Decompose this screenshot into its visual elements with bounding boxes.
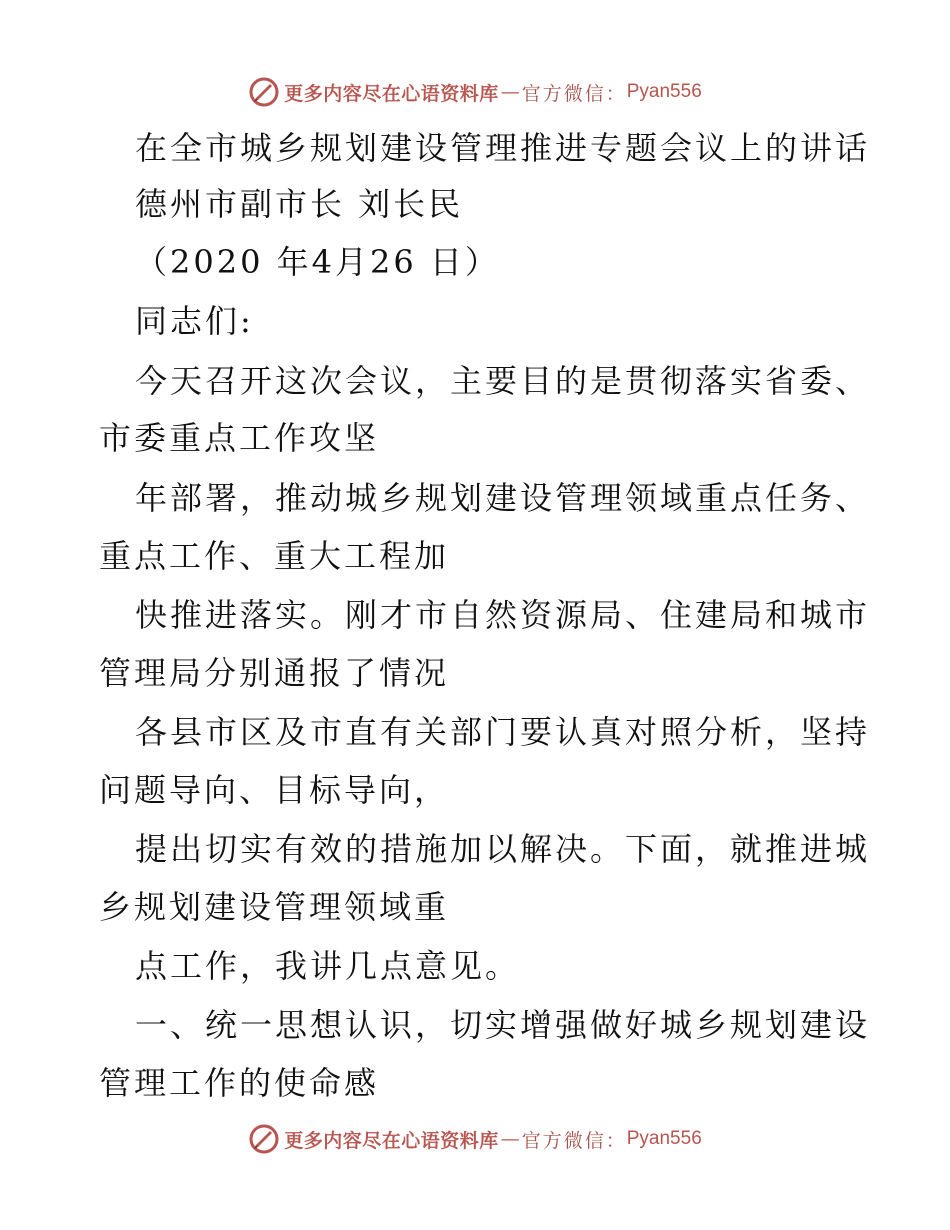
paragraph-line: 快推进落实。刚才市自然资源局、住建局和城市 [135,596,871,634]
banner-wechat-label: 官方微信： [521,1129,627,1152]
document-author: 德州市副市长 刘长民 [135,185,464,223]
quill-logo-icon [248,1123,280,1155]
header-banner [0,72,950,112]
banner-wechat-label: 官方微信： [521,82,627,105]
document-salutation: 同志们: [135,302,254,340]
banner-wechat-id: Pyan556 [626,81,702,102]
paragraph-line: 管理局分别通报了情况 [99,654,450,692]
banner-separator: — [500,1128,520,1150]
banner-separator: — [500,81,520,103]
banner-main-text: 更多内容尽在心语资料库 [284,1129,499,1152]
paragraph-line: 问题导向、目标导向， [99,771,450,809]
section-heading-line: 管理工作的使命感 [99,1064,380,1102]
banner-wechat-id: Pyan556 [626,1128,702,1149]
paragraph-line: 提出切实有效的措施加以解决。下面，就推进城 [135,830,871,868]
paragraph-line: 乡规划建设管理领域重 [99,888,450,926]
footer-banner [0,1119,950,1159]
paragraph-line: 年部署，推动城乡规划建设管理领域重点任务、 [135,479,871,517]
document-title: 在全市城乡规划建设管理推进专题会议上的讲话 [135,129,871,167]
section-heading-line: 一、统一思想认识，切实增强做好城乡规划建设 [135,1006,871,1044]
paragraph-line: 重点工作、重大工程加 [99,537,450,575]
paragraph-line: 今天召开这次会议，主要目的是贯彻落实省委、 [135,362,871,400]
document-date: （2020 年4月26 日） [135,243,500,281]
paragraph-line: 各县市区及市直有关部门要认真对照分析，坚持 [135,713,871,751]
banner-main-text: 更多内容尽在心语资料库 [284,82,499,105]
paragraph-line: 点工作，我讲几点意见。 [135,947,521,985]
paragraph-line: 市委重点工作攻坚 [99,419,380,457]
quill-logo-icon [248,76,280,108]
